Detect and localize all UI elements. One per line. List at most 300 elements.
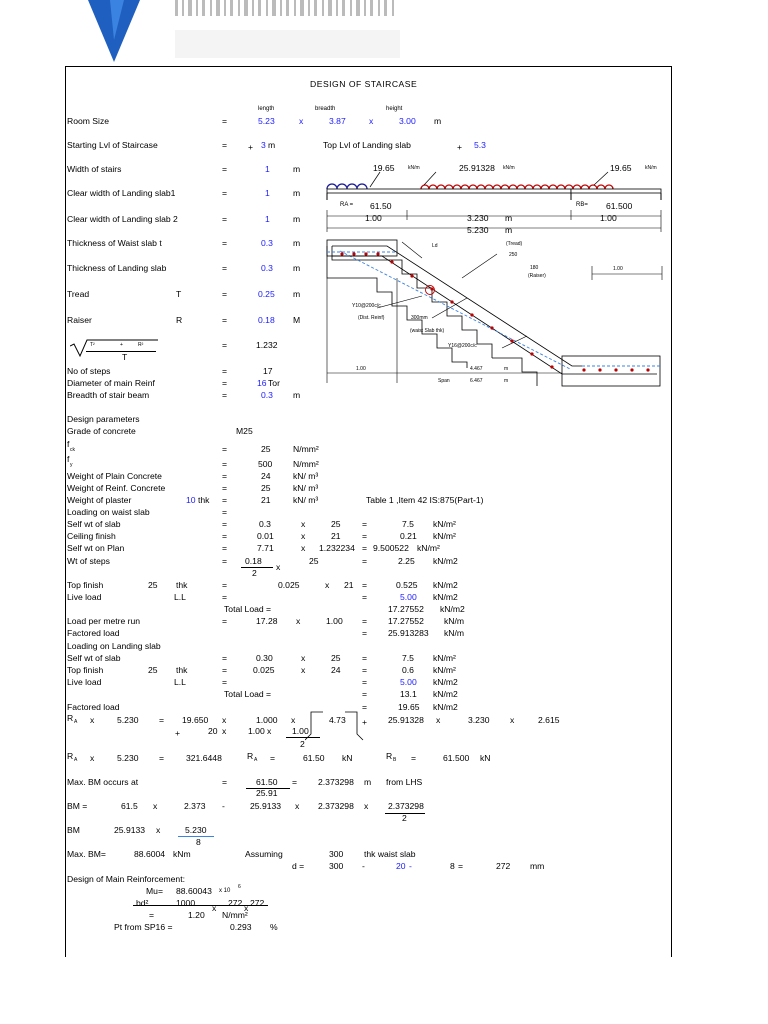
- top-lvl-plus: +: [457, 142, 463, 152]
- pt-value: 0.293: [230, 922, 252, 932]
- waist-row-a: 0.025: [278, 580, 300, 590]
- reaction-x3: x: [291, 715, 296, 725]
- flight-dim-unit: m: [504, 366, 509, 372]
- col-header-height: height: [386, 106, 403, 112]
- reaction-r: R: [67, 713, 74, 723]
- reaction-plus: +: [362, 717, 368, 727]
- landing-row-label: Top finish: [67, 665, 104, 675]
- bm2-a: 25.9133: [114, 825, 146, 835]
- waist-row-value: 7.5: [402, 519, 414, 529]
- reaction-eq: =: [159, 715, 165, 725]
- params-heading: Design parameters: [67, 414, 140, 424]
- waist-row-value: 0.525: [396, 580, 418, 590]
- wrc-label: Weight of Reinf. Concrete: [67, 483, 166, 493]
- landing-row-unit: kN/m2: [433, 677, 458, 687]
- grade-label: Grade of concrete: [67, 426, 136, 436]
- room-breadth: 3.87: [329, 116, 346, 126]
- main-reinf-dia-value: 16: [257, 378, 267, 388]
- row-symbol: R: [176, 315, 183, 325]
- fck-subscript: ck: [70, 447, 75, 453]
- row-value: 0.25: [258, 289, 275, 299]
- d-label: d =: [292, 861, 305, 871]
- start-lvl-plus: +: [248, 142, 254, 152]
- landing-row-eq: =: [222, 653, 228, 663]
- reaction2-x: x: [90, 753, 95, 763]
- waist-row-den: 2: [252, 568, 257, 578]
- reaction-sub: A: [74, 719, 78, 725]
- landing-row-label: Live load: [67, 677, 102, 687]
- reaction-x2: x: [222, 715, 227, 725]
- room-x1: x: [299, 116, 304, 126]
- wrc-eq: =: [222, 483, 228, 493]
- waist-row-value: 9.500522: [373, 543, 409, 553]
- bm2-x: x: [156, 825, 161, 835]
- load-w2-unit: kN/m: [503, 165, 515, 171]
- grade-value: M25: [236, 426, 253, 436]
- wrc-unit: kN/ m³: [293, 483, 319, 493]
- rb-r: R: [386, 751, 393, 761]
- bm-x2: x: [295, 801, 300, 811]
- load-w3: 19.65: [610, 163, 632, 173]
- header-logo: [80, 0, 410, 66]
- room-size-eq: =: [222, 116, 228, 126]
- fy-subscript: y: [70, 462, 73, 468]
- waist-row-b: 21: [344, 580, 354, 590]
- landing-total-value: 13.1: [400, 689, 417, 699]
- bm-c: 25.9133: [250, 801, 282, 811]
- reaction-l2-den: 2: [300, 739, 305, 749]
- dist-bar-spec: Y10@200c/c: [352, 303, 381, 309]
- bm-occurs-eq: =: [222, 777, 228, 787]
- waist-row-value: 0.21: [400, 531, 417, 541]
- bm-occurs-a: 61.50: [256, 777, 278, 787]
- waist-row-label: Self wt on Plan: [67, 543, 125, 553]
- stair-steps-right: [492, 358, 537, 386]
- col-header-breadth: breadth: [315, 106, 336, 112]
- span-unit: m: [504, 378, 509, 384]
- fck-symbol: f: [67, 439, 70, 449]
- waist-row-unit: kN/m²: [417, 543, 440, 553]
- ra-unit: kN: [342, 753, 353, 763]
- landing-factored-label: Factored load: [67, 702, 120, 712]
- landing-row-thk-unit: thk: [176, 665, 188, 675]
- bm-occurs-eq2: =: [292, 777, 298, 787]
- ld-dim-line: [402, 242, 422, 258]
- main-reinf-heading: Design of Main Reinforcement:: [67, 874, 185, 884]
- waist-row-eq2: =: [362, 531, 368, 541]
- landing-row-eq2: =: [362, 677, 368, 687]
- beam-breadth-unit: m: [293, 390, 301, 400]
- upper-landing: [327, 240, 397, 256]
- landing-row-value: 0.6: [402, 665, 414, 675]
- d-c: 8: [450, 861, 455, 871]
- root-plus: +: [120, 342, 123, 348]
- left-landing-width: 1.00: [356, 366, 366, 372]
- lpm-eq: =: [222, 616, 228, 626]
- wpc-eq: =: [222, 471, 228, 481]
- beam-left: [327, 189, 571, 193]
- row-symbol: T: [176, 289, 182, 299]
- waist-thk: 300mm: [411, 315, 428, 321]
- reaction-a-value: 61.50: [370, 201, 392, 211]
- row-eq: =: [222, 214, 228, 224]
- waist-row-unit: kN/m2: [433, 580, 458, 590]
- row-label: Tread: [67, 289, 90, 299]
- waist-row-label: Self wt of slab: [67, 519, 121, 529]
- reaction-l2-plus: +: [175, 728, 181, 738]
- bm-d: 2.373298: [318, 801, 354, 811]
- reaction-a-label: RA =: [340, 202, 354, 208]
- wpl-value: 21: [261, 495, 271, 505]
- reaction-d: 4.73: [329, 715, 346, 725]
- rebar-dots: [340, 252, 649, 371]
- tread-label: (Tread): [506, 241, 523, 247]
- landing-row-x: x: [301, 665, 306, 675]
- reaction-c: 1.000: [256, 715, 278, 725]
- bm-x: x: [153, 801, 158, 811]
- waist-row-unit: kN/m²: [433, 531, 456, 541]
- root-eq: =: [222, 340, 228, 350]
- reaction-fraction-bar: [286, 737, 320, 738]
- lpm-label: Load per metre run: [67, 616, 141, 626]
- sheet-title: DESIGN OF STAIRCASE: [310, 79, 418, 89]
- mu-x10: x 10: [219, 888, 231, 894]
- d-a: 300: [329, 861, 344, 871]
- lower-landing: [562, 356, 660, 386]
- bm2-b: 5.230: [185, 825, 207, 835]
- row-value: 0.3: [261, 238, 273, 248]
- beam-breadth-value: 0.3: [261, 390, 273, 400]
- wpl-label: Weight of plaster: [67, 495, 132, 505]
- landing-row-eq: =: [222, 665, 228, 675]
- waist-row-label: Wt of steps: [67, 556, 110, 566]
- landing-row-unit: kN/m²: [433, 665, 456, 675]
- fy-unit: N/mm²: [293, 459, 319, 469]
- waist-row-value: 2.25: [398, 556, 415, 566]
- waist-row-x: x: [276, 562, 281, 572]
- bm-occurs-den: 25.91: [256, 788, 278, 798]
- landing-row-a: 0.30: [256, 653, 273, 663]
- landing-row-a: 0.025: [253, 665, 275, 675]
- bm-den: 2: [402, 813, 407, 823]
- bd-b: 272: [228, 898, 243, 908]
- bm2-den: 8: [196, 837, 201, 847]
- dim-total-unit: m: [505, 225, 513, 235]
- reaction-a: 5.230: [117, 715, 139, 725]
- bm-occurs-from: from LHS: [386, 777, 423, 787]
- top-lvl-label: Top Lvl of Landing slab: [323, 140, 411, 150]
- landing-total-label: Total Load =: [224, 689, 272, 699]
- flight-dim: 4.467: [470, 366, 483, 372]
- waist-row-eq: =: [222, 531, 228, 541]
- factored-load-value: 25.913283: [388, 628, 429, 638]
- reaction-l2-c: 1.00: [292, 726, 309, 736]
- assuming-unit: thk waist slab: [364, 849, 416, 859]
- bm-a: 61.5: [121, 801, 138, 811]
- waist-row-eq: =: [222, 543, 228, 553]
- waist-row-unit: kN/m2: [433, 592, 458, 602]
- waist-row-thk-unit: thk: [176, 580, 188, 590]
- row-unit: m: [293, 263, 301, 273]
- load-pointer-2: [424, 172, 436, 185]
- waist-total-value: 17.27552: [388, 604, 424, 614]
- waist-row-label: Live load: [67, 592, 102, 602]
- mu-label: Mu=: [146, 886, 163, 896]
- row-unit: m: [293, 164, 301, 174]
- steps-value: 17: [263, 366, 273, 376]
- wpl-thk: 10: [186, 495, 196, 505]
- row-eq: =: [222, 315, 228, 325]
- reaction-b-value: 61.500: [606, 201, 633, 211]
- udl-arcs-left: [327, 184, 367, 189]
- load-pointer-3: [594, 172, 608, 185]
- row-eq: =: [222, 263, 228, 273]
- bd-c: 272: [250, 898, 265, 908]
- landing-row-thk: 25: [148, 665, 158, 675]
- factored-load-label: Factored load: [67, 628, 120, 638]
- row-label: Thickness of Landing slab: [67, 263, 167, 273]
- row-eq: =: [222, 289, 228, 299]
- rb-eq: =: [411, 753, 417, 763]
- start-lvl-eq: =: [222, 140, 228, 150]
- pt-unit: %: [270, 922, 278, 932]
- rb-sub: B: [393, 757, 397, 763]
- span-value: 6.467: [470, 378, 483, 384]
- ra-eq: =: [270, 753, 276, 763]
- main-reinf-dia-label: Diameter of main Reinf: [67, 378, 155, 388]
- ld-label: Ld: [432, 243, 438, 249]
- lpm-x: x: [296, 616, 301, 626]
- landing-row-eq2: =: [362, 653, 368, 663]
- main-reinf-dia-eq: =: [222, 378, 228, 388]
- waist-row-x: x: [301, 531, 306, 541]
- landing-total-unit: kN/m2: [433, 689, 458, 699]
- waist-row-value: 5.00: [400, 592, 417, 602]
- waist-row-a: 0.18: [245, 556, 262, 566]
- waist-row-eq2: =: [362, 543, 368, 553]
- mu-value: 88.60043: [176, 886, 212, 896]
- reaction2-r: R: [67, 751, 74, 761]
- dim-total: 5.230: [467, 225, 489, 235]
- dim-2: 3.230: [467, 213, 489, 223]
- row-label: Thickness of Waist slab t: [67, 238, 162, 248]
- main-reinf-dia-unit: Tor: [268, 378, 280, 388]
- fck-eq: =: [222, 444, 228, 454]
- raiser-value: 180: [530, 265, 539, 271]
- waist-row-label: Ceiling finish: [67, 531, 116, 541]
- lpm-a: 17.28: [256, 616, 278, 626]
- waist-row-eq2: =: [362, 580, 368, 590]
- waist-row-thk: 25: [148, 580, 158, 590]
- root-fraction-bar: [86, 351, 156, 352]
- row-value: 0.18: [258, 315, 275, 325]
- reaction-l2-x2: x: [267, 726, 272, 736]
- header-barcode-graphic: [175, 0, 394, 16]
- waist-row-x: x: [325, 580, 330, 590]
- steps-label: No of steps: [67, 366, 111, 376]
- udl-arcs-middle: [421, 185, 613, 189]
- tread-leader: [462, 254, 497, 278]
- waist-row-a: 0.01: [257, 531, 274, 541]
- fy-value: 500: [258, 459, 273, 469]
- landing-row-eq2: =: [362, 665, 368, 675]
- landing-width: 1.00: [613, 266, 623, 272]
- room-height: 3.00: [399, 116, 416, 126]
- waist-row-x: x: [301, 543, 306, 553]
- steps-eq: =: [222, 366, 228, 376]
- bm-minus: -: [222, 801, 225, 811]
- wpl-unit: kN/ m³: [293, 495, 319, 505]
- row-unit: m: [293, 289, 301, 299]
- d-minus2: -: [409, 861, 412, 871]
- ratio-unit: N/mm²: [222, 910, 248, 920]
- waist-row-label: Top finish: [67, 580, 104, 590]
- max-bm-label: Max. BM=: [67, 849, 106, 859]
- row-label: Clear width of Landing slab 2: [67, 214, 178, 224]
- waist-row-unit: kN/m²: [433, 519, 456, 529]
- dim-2-unit: m: [505, 213, 513, 223]
- landing-row-b: 25: [331, 653, 341, 663]
- waist-row-eq: =: [222, 580, 228, 590]
- factored-load-eq: =: [362, 628, 368, 638]
- landing-row-eq: =: [222, 677, 228, 687]
- main-bar-leader: [502, 336, 527, 348]
- row-label: Raiser: [67, 315, 92, 325]
- fy-eq: =: [222, 459, 228, 469]
- bm-occurs-label: Max. BM occurs at: [67, 777, 139, 787]
- bm-occurs-unit: m: [364, 777, 372, 787]
- ra-r: R: [247, 751, 254, 761]
- waist-row-b: 1.232234: [319, 543, 355, 553]
- waist-row-eq2: =: [362, 519, 368, 529]
- beam-right: [571, 189, 661, 193]
- row-value: 1: [265, 188, 270, 198]
- reaction-g: 2.615: [538, 715, 560, 725]
- landing-factored-unit: kN/m2: [433, 702, 458, 712]
- row-eq: =: [222, 188, 228, 198]
- landing-row-symbol: L.L: [174, 677, 186, 687]
- bd-x2: x: [244, 903, 249, 913]
- start-lvl-unit: m: [268, 140, 276, 150]
- waist-row-eq: =: [222, 519, 228, 529]
- max-bm-value: 88.6004: [134, 849, 166, 859]
- waist-row-eq: =: [222, 592, 228, 602]
- beam-breadth-eq: =: [222, 390, 228, 400]
- waist-total-label: Total Load =: [224, 604, 272, 614]
- d-eq: =: [458, 861, 464, 871]
- reaction2-eq: =: [159, 753, 165, 763]
- landing-row-value: 7.5: [402, 653, 414, 663]
- landing-heading: Loading on Landing slab: [67, 641, 161, 651]
- wpc-unit: kN/ m³: [293, 471, 319, 481]
- waist-row-b: 25: [309, 556, 319, 566]
- waist-row-b: 21: [331, 531, 341, 541]
- load-pointer-1: [370, 172, 380, 187]
- stair-steps-upper: [332, 243, 492, 358]
- waist-row-b: 25: [331, 519, 341, 529]
- lpm-value: 17.27552: [388, 616, 424, 626]
- wpl-eq: =: [222, 495, 228, 505]
- main-bar-spec: Y16@200c/c: [448, 343, 477, 349]
- bm-occurs-value: 2.373298: [318, 777, 354, 787]
- landing-factored-value: 19.65: [398, 702, 420, 712]
- lpm-eq2: =: [362, 616, 368, 626]
- landing-factored-eq: =: [362, 702, 368, 712]
- root-value: 1.232: [256, 340, 278, 350]
- rb-value: 61.500: [443, 753, 470, 763]
- dim-1: 1.00: [365, 213, 382, 223]
- d-minus: -: [362, 861, 365, 871]
- bm-b: 2.373: [184, 801, 206, 811]
- waist-row-symbol: L.L: [174, 592, 186, 602]
- waist-row-eq2: =: [362, 556, 368, 566]
- waist-row-a: 0.3: [259, 519, 271, 529]
- reaction-b: 19.650: [182, 715, 209, 725]
- tread-value: 250: [509, 252, 518, 258]
- row-value: 0.3: [261, 263, 273, 273]
- sqrt-sign: [70, 338, 160, 358]
- bm2-label: BM: [67, 825, 80, 835]
- reaction-b-label: RB=: [576, 202, 588, 208]
- bm-e: 2.373298: [388, 801, 424, 811]
- room-length: 5.23: [258, 116, 275, 126]
- reaction2-result: 321.6448: [186, 753, 222, 763]
- waist-heading-eq: =: [222, 507, 228, 517]
- landing-total-eq: =: [362, 689, 368, 699]
- wpl-thk-unit: thk: [198, 495, 210, 505]
- landing-row-value: 5.00: [400, 677, 417, 687]
- row-unit: M: [293, 315, 301, 325]
- row-eq: =: [222, 238, 228, 248]
- steps-fraction-bar: [241, 567, 273, 568]
- start-lvl-label: Starting Lvl of Staircase: [67, 140, 158, 150]
- row-label: Clear width of Landing slab1: [67, 188, 176, 198]
- waist-row-eq: =: [222, 556, 228, 566]
- row-unit: m: [293, 188, 301, 198]
- ra-sub: A: [254, 757, 258, 763]
- reaction-x5: x: [510, 715, 515, 725]
- start-lvl-value: 3: [261, 140, 266, 150]
- bd-a: 1000: [176, 898, 196, 908]
- load-w1: 19.65: [373, 163, 395, 173]
- row-label: Width of stairs: [67, 164, 122, 174]
- dim-3: 1.00: [600, 213, 617, 223]
- fck-unit: N/mm²: [293, 444, 319, 454]
- max-bm-unit: kNm: [173, 849, 191, 859]
- bd-x: x: [212, 903, 217, 913]
- landing-row-unit: kN/m²: [433, 653, 456, 663]
- waist-row-a: 7.71: [257, 543, 274, 553]
- wpl-reference: Table 1 ,Item 42 IS:875(Part-1): [366, 495, 484, 505]
- room-x2: x: [369, 116, 374, 126]
- reaction-l2-a: 20: [208, 726, 218, 736]
- mu-exp: 6: [238, 884, 241, 890]
- waist-thk-label: (waist Slab thk): [410, 328, 445, 334]
- landing-row-label: Self wt of slab: [67, 653, 121, 663]
- load-w2: 25.91328: [459, 163, 495, 173]
- reaction-f: 3.230: [468, 715, 490, 725]
- fck-value: 25: [261, 444, 271, 454]
- wpc-label: Weight of Plain Concrete: [67, 471, 162, 481]
- waist-heading: Loading on waist slab: [67, 507, 150, 517]
- reaction2-sub: A: [74, 757, 78, 763]
- top-lvl-value: 5.3: [474, 140, 486, 150]
- d-unit: mm: [530, 861, 545, 871]
- reaction-l2-x: x: [222, 726, 227, 736]
- reaction-l2-b: 1.00: [248, 726, 265, 736]
- reaction-x4: x: [436, 715, 441, 725]
- fy-symbol: f: [67, 454, 70, 464]
